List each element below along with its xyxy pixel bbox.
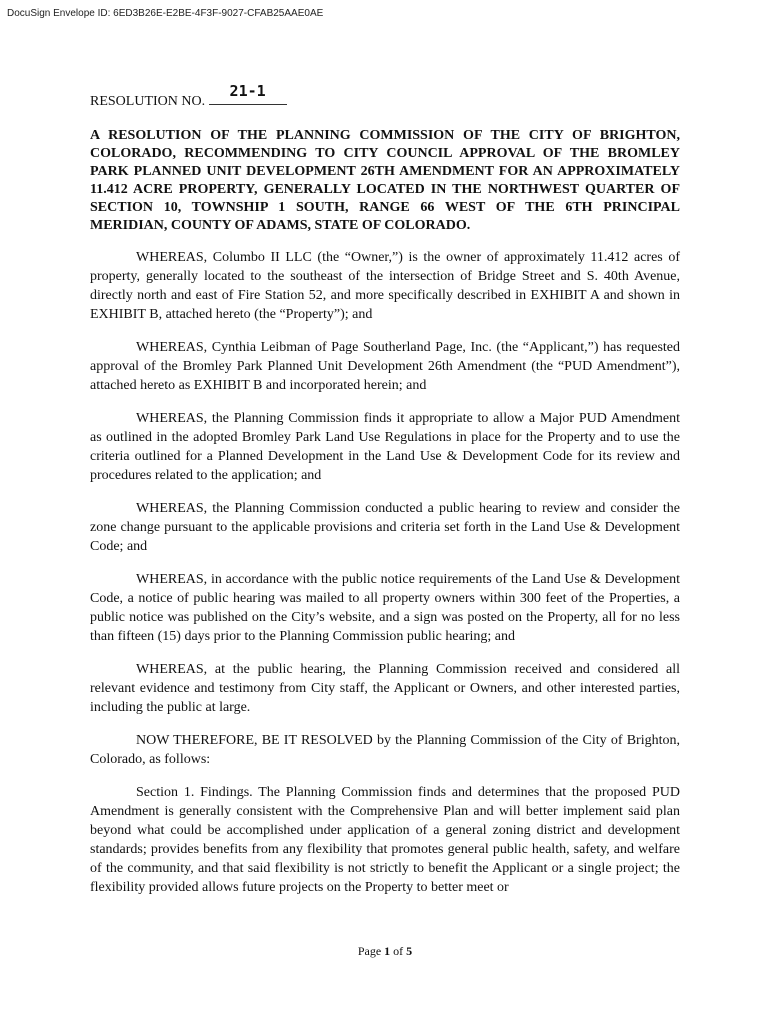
resolution-number-line — [90, 82, 680, 111]
page-footer — [0, 944, 770, 959]
resolution-title: A RESOLUTION OF THE PLANNING COMMISSION OF THE CITY OF BRIGHTON, COLORADO, RECOMMENDING TO CITY COUNCIL APPROVAL OF THE BROMLEY PARK PLANNED UNIT DEVELOPMENT 26TH AMENDMENT FOR AN APPROXIMATELY 11.412 ACRE PROPERTY, GENERALLY LOCATED IN THE NORTHWEST QUARTER OF SECTION 10, TOWNSHIP 1 SOUTH, RANGE 66 WEST OF THE 6TH PRINCIPAL MERIDIAN, COUNTY OF ADAMS, STATE OF COLORADO. — [90, 128, 680, 233]
whereas-public-notice-paragraph: WHEREAS, in accordance with the public notice requirements of the Land Use & Development Code, a notice of public hearing was mailed to all property owners within 300 feet of the Properties, a public notice was published on the City’s website, and a sign was posted on the Property, all for no less than fifteen (15) days prior to the Planning Commission public hearing; and — [90, 572, 680, 644]
page-of-label: of — [393, 944, 404, 958]
whereas-public-hearing-paragraph: WHEREAS, the Planning Commission conducted a public hearing to review and consider the zone change pursuant to the applicable provisions and criteria set forth in the Land Use & Development Code; and — [90, 501, 680, 554]
resolution-number-value: 21-1 — [229, 82, 266, 100]
whereas-applicant-paragraph: WHEREAS, Cynthia Leibman of Page Southerland Page, Inc. (the “Applicant,”) has requested approval of the Bromley Park Planned Unit Development 26th Amendment (the “PUD Amendment”), attached hereto as EXHIBIT B and incorporated herein; and — [90, 340, 680, 393]
page-number: 1 — [384, 944, 391, 958]
whereas-evidence-paragraph: WHEREAS, at the public hearing, the Planning Commission received and considered all relevant evidence and testimony from City staff, the Applicant or Owners, and other interested parties, including the public at large. — [90, 662, 680, 715]
resolution-label: RESOLUTION NO. — [90, 94, 206, 109]
page-total: 5 — [406, 944, 413, 958]
document-body — [90, 82, 680, 911]
docusign-envelope-id: DocuSign Envelope ID: 6ED3B26E-E2BE-4F3F-9027-CFAB25AAE0AE — [7, 8, 324, 19]
whereas-major-pud-paragraph: WHEREAS, the Planning Commission finds it appropriate to allow a Major PUD Amendment as outlined in the adopted Bromley Park Land Use Regulations in place for the Property and to use the criteria outlined for a Planned Development in the Land Use & Development Code for its review and procedures related to the application; and — [90, 411, 680, 483]
page-label: Page — [357, 944, 382, 958]
resolution-number-field — [209, 82, 287, 105]
section-1-findings-paragraph: Section 1. Findings. The Planning Commission finds and determines that the proposed PUD Amendment is generally consistent with the Comprehensive Plan and will better implement said plan beyond what could be accomplished under application of a general zoning district and development standards; provides benefits from any flexibility that promotes general public health, safety, and welfare of the community, and that said flexibility is not strictly to benefit the Applicant or a single project; the flexibility provided allows future projects on the Property to better meet or — [90, 785, 680, 895]
whereas-owner-paragraph: WHEREAS, Columbo II LLC (the “Owner,”) is the owner of approximately 11.412 acres of property, generally located to the southeast of the intersection of Bridge Street and S. 40th Avenue, directly north and east of Fire Station 52, and more specifically described in EXHIBIT A and shown in EXHIBIT B, attached hereto (the “Property”); and — [90, 250, 680, 322]
now-therefore-paragraph: NOW THEREFORE, BE IT RESOLVED by the Planning Commission of the City of Brighton, Colorado, as follows: — [90, 733, 680, 767]
